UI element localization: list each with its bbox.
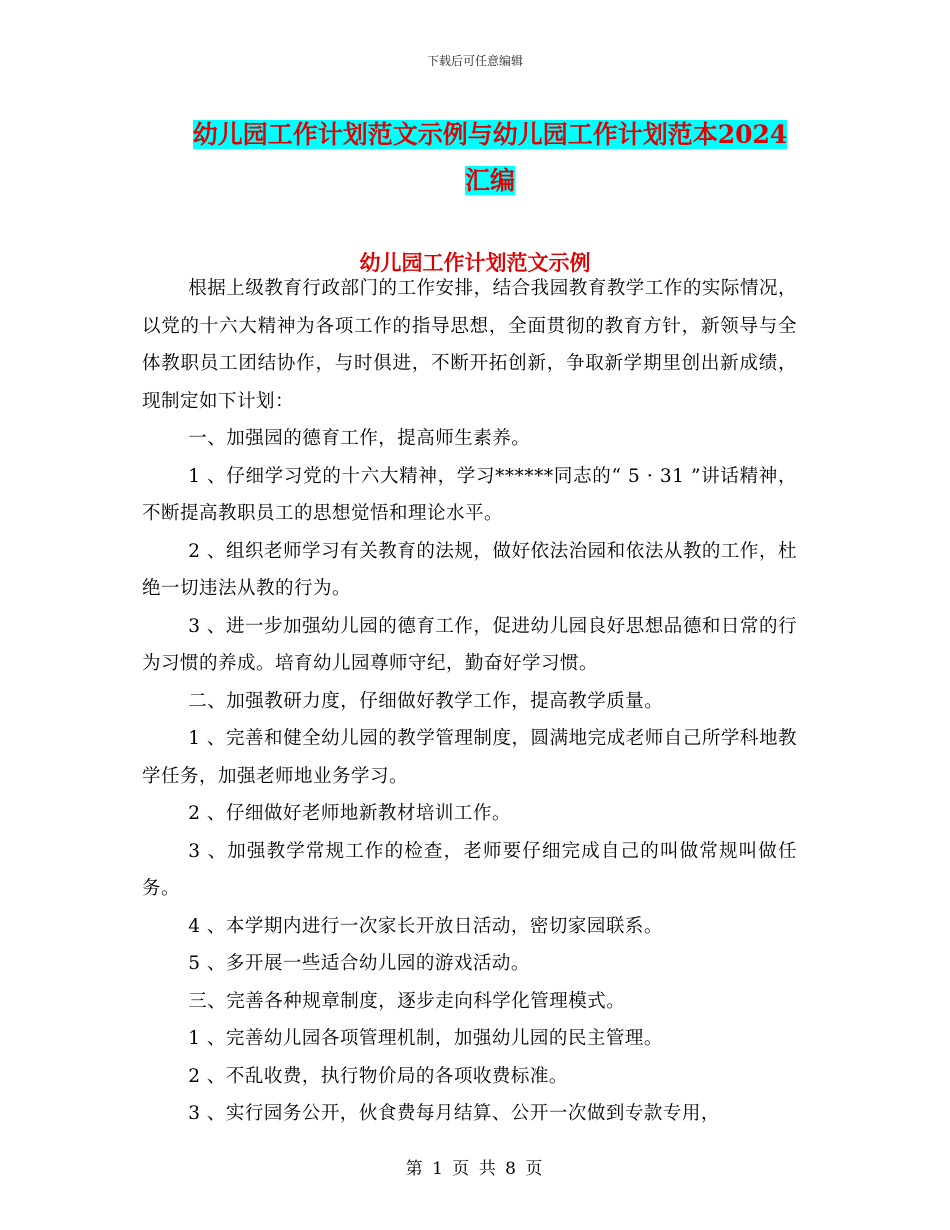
document-title-line-2: 汇编 — [464, 166, 515, 195]
body-paragraph: 1 、完善和健全幼儿园的教学管理制度，圆满地完成老师自己所学科地教学任务，加强老师地业务学习。 — [142, 728, 797, 787]
page-header-note: 下载后可任意编辑 — [426, 54, 523, 68]
body-paragraph: 2 、组织老师学习有关教育的法规，做好依法治园和依法从教的工作，杜绝一切违法从教的行为。 — [142, 540, 797, 599]
body-paragraph: 二、加强教研力度，仔细做好教学工作，提高教学质量。 — [188, 690, 664, 712]
body-paragraph: 1 、完善幼儿园各项管理机制，加强幼儿园的民主管理。 — [188, 1028, 663, 1049]
body-paragraph: 1 、仔细学习党的十六大精神，学习******同志的“ 5 · 31 ”讲话精神，不断提高教职员工的思想觉悟和理论水平。 — [142, 465, 797, 524]
body-paragraph: 2 、仔细做好老师地新教材培训工作。 — [188, 803, 511, 824]
body-paragraph: 3 、进一步加强幼儿园的德育工作，促进幼儿园良好思想品德和日常的行为习惯的养成。培育幼儿园尊师守纪，勤奋好学习惯。 — [142, 615, 797, 674]
document-body — [142, 270, 797, 1133]
section-title: 幼儿园工作计划范文示例 — [359, 250, 591, 275]
page-number-footer: 第 1 页 共 8 页 — [405, 1159, 545, 1179]
body-paragraph: 2 、不乱收费，执行物价局的各项收费标准。 — [188, 1065, 568, 1087]
document-title-line-1: 幼儿园工作计划范文示例与幼儿园工作计划范本2024 — [192, 120, 788, 149]
document-title — [150, 112, 830, 204]
body-paragraph: 5 、多开展一些适合幼儿园的游戏活动。 — [188, 953, 530, 974]
body-paragraph: 3 、实行园务公开，伙食费每月结算、公开一次做到专款专用， — [188, 1103, 720, 1124]
body-paragraph: 3 、加强教学常规工作的检查，老师要仔细完成自己的叫做常规叫做任务。 — [142, 840, 797, 899]
body-paragraph: 一、加强园的德育工作，提高师生素养。 — [188, 428, 531, 449]
body-paragraph: 三、完善各种规章制度，逐步走向科学化管理模式。 — [188, 990, 626, 1012]
body-paragraph: 根据上级教育行政部门的工作安排，结合我园教育教学工作的实际情况，以党的十六大精神为各项工作的指导思想，全面贯彻的教育方针，新领导与全体教职员工团结协作，与时俱进，不断开拓创新，争取新学期里创出新成绩，现制定如下计划： — [142, 278, 797, 412]
body-paragraph: 4 、本学期内进行一次家长开放日活动，密切家园联系。 — [188, 915, 663, 937]
